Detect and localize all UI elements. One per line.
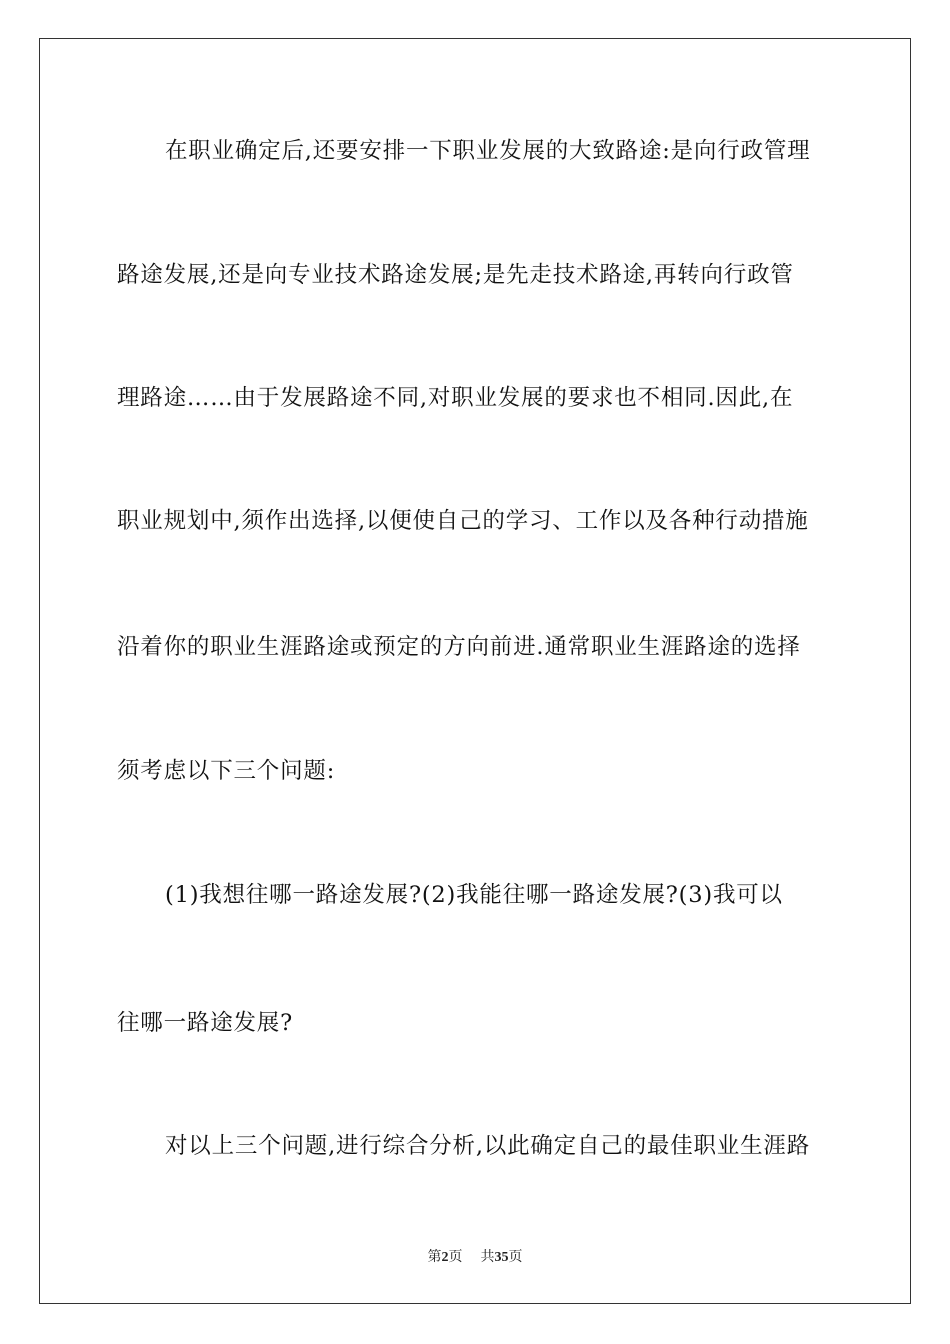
- paragraph-line: 对以上三个问题,进行综合分析,以此确定自己的最佳职业生涯路: [165, 1133, 811, 1159]
- page-current-number: 2: [441, 1250, 449, 1265]
- paragraph-line: 职业规划中,须作出选择,以便使自己的学习、工作以及各种行动措施: [117, 508, 809, 534]
- page-border: [39, 38, 911, 1304]
- page-total-number: 35: [494, 1250, 509, 1265]
- paragraph-line: 须考虑以下三个问题:: [117, 758, 336, 784]
- paragraph-line: (1)我想往哪一路途发展?(2)我能往哪一路途发展?(3)我可以: [165, 882, 783, 908]
- paragraph-line: 沿着你的职业生涯路途或预定的方向前进.通常职业生涯路途的选择: [117, 634, 801, 660]
- total-prefix: 共: [480, 1249, 495, 1265]
- total-suffix: 页: [508, 1249, 523, 1265]
- paragraph-line: 理路途……由于发展路途不同,对职业发展的要求也不相同.因此,在: [117, 385, 794, 411]
- page-footer: [0, 1248, 950, 1267]
- page-prefix: 第: [427, 1249, 442, 1265]
- page-suffix: 页: [448, 1249, 463, 1265]
- paragraph-line: 路途发展,还是向专业技术路途发展;是先走技术路途,再转向行政管: [117, 262, 794, 288]
- paragraph-line: 往哪一路途发展?: [117, 1010, 293, 1036]
- paragraph-line: 在职业确定后,还要安排一下职业发展的大致路途:是向行政管理: [165, 138, 811, 164]
